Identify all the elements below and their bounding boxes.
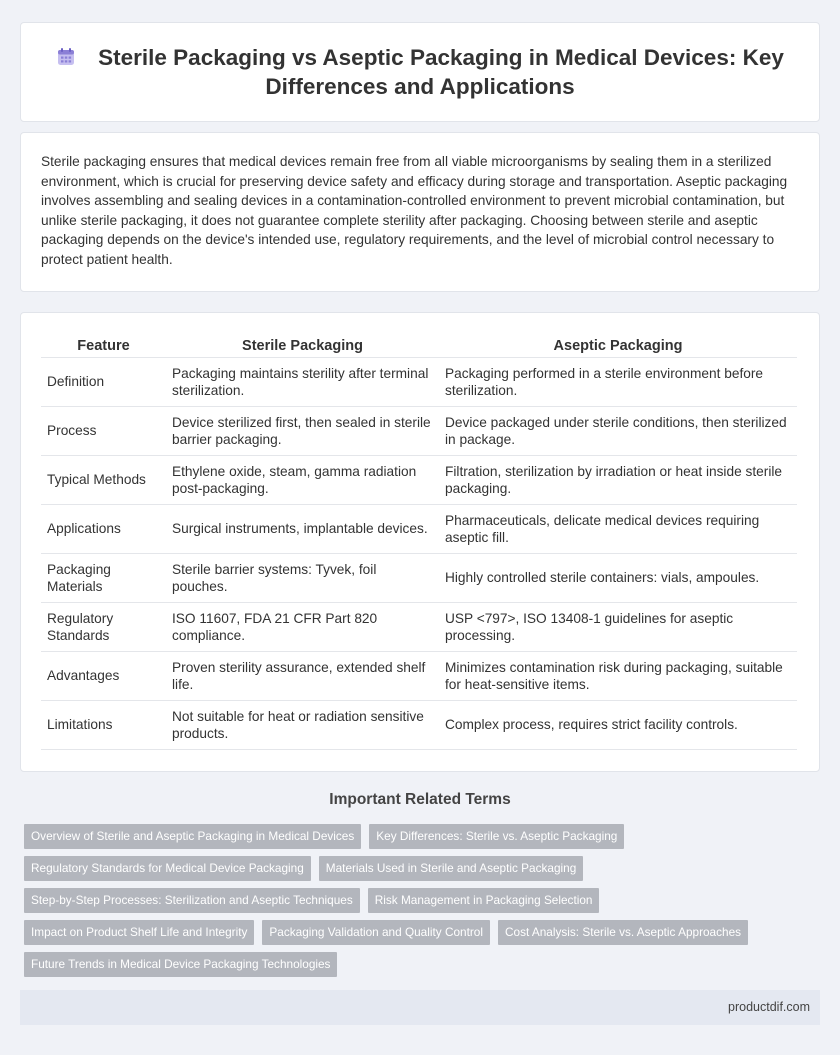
feature-cell: Regulatory Standards: [47, 610, 114, 643]
feature-cell: Advantages: [47, 668, 120, 684]
table-row: [41, 358, 797, 407]
intro-paragraph: Sterile packaging ensures that medical devices remain free from all viable microorganisms by sealing them in a sterilized environment, which is crucial for preserving device safety and efficacy during storage and transportation. Aseptic packaging involves assembling and sealing devices in a contamination-controlled environment to prevent microbial contamination, but unlike sterile packaging, it does not guarantee complete sterility after packaging. Choosing between sterile and aseptic packaging depends on the device's intended use, regulatory requirements, and the level of microbial control necessary to protect patient health.: [41, 154, 788, 267]
tag-row: [24, 920, 784, 945]
comparison-table: [41, 335, 797, 750]
table-row: [41, 554, 797, 603]
sterile-cell: Ethylene oxide, steam, gamma radiation post-packaging.: [172, 463, 417, 496]
related-terms-title: Important Related Terms: [329, 791, 511, 808]
table-row: [41, 456, 797, 505]
sterile-cell: ISO 11607, FDA 21 CFR Part 820 compliance.: [172, 610, 378, 643]
aseptic-cell: Pharmaceuticals, delicate medical devices requiring aseptic fill.: [445, 512, 760, 545]
column-header: Sterile Packaging: [166, 335, 439, 358]
tag-row: [24, 824, 784, 849]
table-row: [41, 701, 797, 750]
related-term-tag[interactable]: Future Trends in Medical Device Packaging Technologies: [24, 952, 337, 977]
column-header: Feature: [41, 335, 166, 358]
sterile-cell: Proven sterility assurance, extended shelf life.: [172, 659, 426, 692]
sterile-cell: Packaging maintains sterility after terminal sterilization.: [172, 365, 429, 398]
related-term-tag[interactable]: Cost Analysis: Sterile vs. Aseptic Approaches: [498, 920, 748, 945]
comparison-card: [20, 312, 820, 772]
related-terms-list: [24, 824, 784, 984]
page-title: [51, 43, 789, 101]
related-term-tag[interactable]: Impact on Product Shelf Life and Integrity: [24, 920, 254, 945]
feature-cell: Packaging Materials: [47, 561, 111, 594]
related-term-tag[interactable]: Key Differences: Sterile vs. Aseptic Packaging: [369, 824, 624, 849]
table-row: [41, 407, 797, 456]
footer-site-link[interactable]: productdif.com: [728, 1000, 810, 1014]
sterile-cell: Sterile barrier systems: Tyvek, foil pouches.: [172, 561, 377, 594]
column-header: Aseptic Packaging: [439, 335, 797, 358]
sterile-cell: Surgical instruments, implantable devices.: [172, 521, 428, 537]
aseptic-cell: USP <797>, ISO 13408-1 guidelines for aseptic processing.: [445, 610, 734, 643]
intro-card: [20, 132, 820, 292]
table-header-row: [41, 335, 797, 358]
related-term-tag[interactable]: Materials Used in Sterile and Aseptic Packaging: [319, 856, 584, 881]
page-title-text: Sterile Packaging vs Aseptic Packaging in Medical Devices: Key Differences and Applications: [98, 45, 784, 99]
aseptic-cell: Device packaged under sterile conditions, then sterilized in package.: [445, 414, 787, 447]
feature-cell: Typical Methods: [47, 472, 146, 488]
footer: [20, 990, 820, 1025]
calendar-grid-icon: [56, 47, 76, 67]
related-term-tag[interactable]: Risk Management in Packaging Selection: [368, 888, 600, 913]
feature-cell: Definition: [47, 374, 105, 390]
aseptic-cell: Packaging performed in a sterile environment before sterilization.: [445, 365, 764, 398]
related-term-tag[interactable]: Regulatory Standards for Medical Device Packaging: [24, 856, 311, 881]
header-card: [20, 22, 820, 122]
tag-row: [24, 856, 784, 881]
related-term-tag[interactable]: Step-by-Step Processes: Sterilization and Aseptic Techniques: [24, 888, 360, 913]
sterile-cell: Not suitable for heat or radiation sensitive products.: [172, 708, 424, 741]
feature-cell: Applications: [47, 521, 121, 537]
table-row: [41, 652, 797, 701]
related-term-tag[interactable]: Packaging Validation and Quality Control: [262, 920, 490, 945]
aseptic-cell: Complex process, requires strict facility controls.: [445, 717, 738, 733]
tag-row: [24, 888, 784, 913]
aseptic-cell: Minimizes contamination risk during packaging, suitable for heat-sensitive items.: [445, 659, 783, 692]
table-row: [41, 603, 797, 652]
related-term-tag[interactable]: Overview of Sterile and Aseptic Packaging in Medical Devices: [24, 824, 361, 849]
aseptic-cell: Filtration, sterilization by irradiation or heat inside sterile packaging.: [445, 463, 783, 496]
aseptic-cell: Highly controlled sterile containers: vials, ampoules.: [445, 570, 760, 586]
tag-row: [24, 952, 784, 977]
feature-cell: Limitations: [47, 717, 113, 733]
table-row: [41, 505, 797, 554]
sterile-cell: Device sterilized first, then sealed in sterile barrier packaging.: [172, 414, 431, 447]
feature-cell: Process: [47, 423, 97, 439]
